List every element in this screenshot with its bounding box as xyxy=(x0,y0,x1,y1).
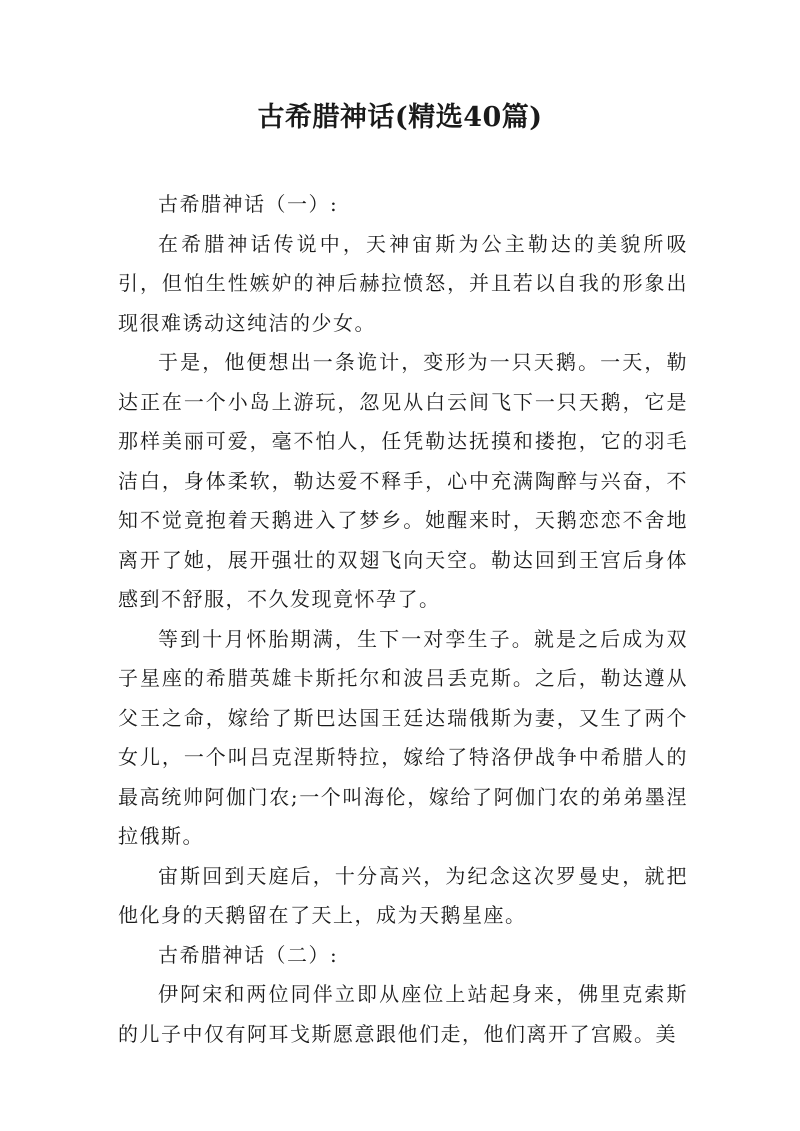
document-body xyxy=(118,185,688,1054)
paragraph: 于是，他便想出一条诡计，变形为一只天鹅。一天，勒达正在一个小岛上游玩，忽见从白云间飞下一只天鹅，它是那样美丽可爱，毫不怕人，任凭勒达抚摸和搂抱，它的羽毛洁白，身体柔软，勒达爱不释手，心中充满陶醉与兴奋，不知不觉竟抱着天鹅进入了梦乡。她醒来时，天鹅恋恋不舍地离开了她，展开强壮的双翅飞向天空。勒达回到王宫后身体感到不舒服，不久发现竟怀孕了。 xyxy=(118,350,688,611)
paragraph: 在希腊神话传说中，天神宙斯为公主勒达的美貌所吸引，但怕生性嫉妒的神后赫拉愤怒，并且若以自我的形象出现很难诱动这纯洁的少女。 xyxy=(118,231,688,335)
document-title: 古希腊神话(精选40篇) xyxy=(257,102,543,133)
paragraph: 伊阿宋和两位同伴立即从座位上站起身来，佛里克索斯的儿子中仅有阿耳戈斯愿意跟他们走，他们离开了宫殿。美 xyxy=(118,982,688,1046)
paragraph: 等到十月怀胎期满，生下一对孪生子。就是之后成为双子星座的希腊英雄卡斯托尔和波吕丢克斯。之后，勒达遵从父王之命，嫁给了斯巴达国王廷达瑞俄斯为妻，又生了两个女儿，一个叫吕克涅斯特拉，嫁给了特洛伊战争中希腊人的最高统帅阿伽门农;一个叫海伦，嫁给了阿伽门农的弟弟墨涅拉俄斯。 xyxy=(118,626,688,848)
paragraph: 宙斯回到天庭后，十分高兴，为纪念这次罗曼史，就把他化身的天鹅留在了天上，成为天鹅星座。 xyxy=(118,863,688,927)
section-heading-2: 古希腊神话（二）: xyxy=(158,942,339,967)
section-heading-1: 古希腊神话（一）: xyxy=(158,192,339,216)
